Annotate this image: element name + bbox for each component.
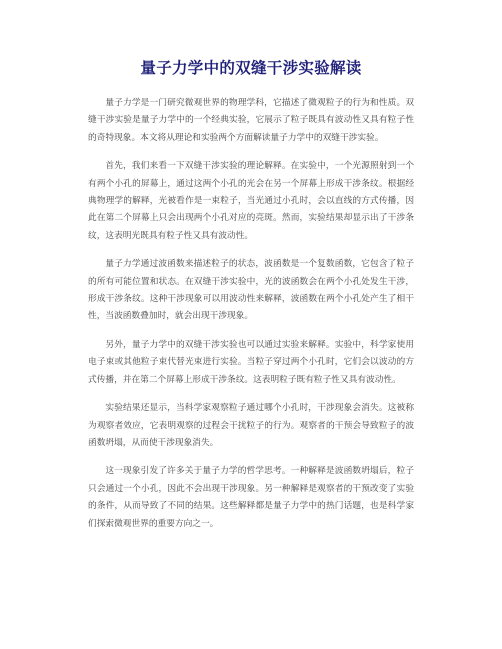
paragraph-experiment: 另外，量子力学中的双缝干涉实验也可以通过实验来解释。实验中，科学家使用电子束或其他粒子束代替光束进行实验。当粒子穿过两个小孔时，它们会以波动的方式传播，并在第二个屏幕上形成干涉条纹。这表明粒子既有粒子性又具有波动性。 bbox=[88, 339, 414, 385]
paragraph-wavefunction: 量子力学通过波函数来描述粒子的状态，波函数是一个复数函数，它包含了粒子的所有可能位置和状态。在双缝干涉实验中，光的波函数会在两个小孔处发生干涉，形成干涉条纹。这种干涉现象可以用波动性来解释，波函数在两个小孔处产生了相干性，当波函数叠加时，就会出现干涉现象。 bbox=[88, 259, 414, 322]
paragraph-theory: 首先，我们来看一下双缝干涉实验的理论解释。在实验中，一个光源照射到一个有两个小孔的屏幕上，通过这两个小孔的光会在另一个屏幕上形成干涉条纹。根据经典物理学的解释，光被看作是一束粒子，当光通过小孔时，会以直线的方式传播，因此在第二个屏幕上只会出现两个小孔对应的亮斑。然而，实验结果却显示出了干涉条纹，这表明光既具有粒子性又具有波动性。 bbox=[88, 161, 414, 241]
document-title: 量子力学中的双缝干涉实验解读 bbox=[140, 59, 362, 77]
paragraph-observer-effect: 实验结果还显示，当科学家观察粒子通过哪个小孔时，干涉现象会消失。这被称为观察者效应，它表明观察的过程会干扰粒子的行为。观察者的干预会导致粒子的波函数坍塌，从而使干涉现象消失。 bbox=[88, 403, 414, 448]
paragraph-philosophy: 这一现象引发了许多关于量子力学的哲学思考。一种解释是波函数坍塌后，粒子只会通过一个小孔，因此不会出现干涉现象。另一种解释是观察者的干预改变了实验的条件，从而导致了不同的结果。这些解释都是量子力学中的热门话题，也是科学家们探索微观世界的重要方向之一。 bbox=[88, 466, 414, 529]
paragraph-intro: 量子力学是一门研究微观世界的物理学科，它描述了微观粒子的行为和性质。双缝干涉实验是量子力学中的一个经典实验，它展示了粒子既具有波动性又具有粒子性的奇特现象。本文将从理论和实验两个方面解读量子力学中的双缝干涉实验。 bbox=[88, 98, 414, 143]
